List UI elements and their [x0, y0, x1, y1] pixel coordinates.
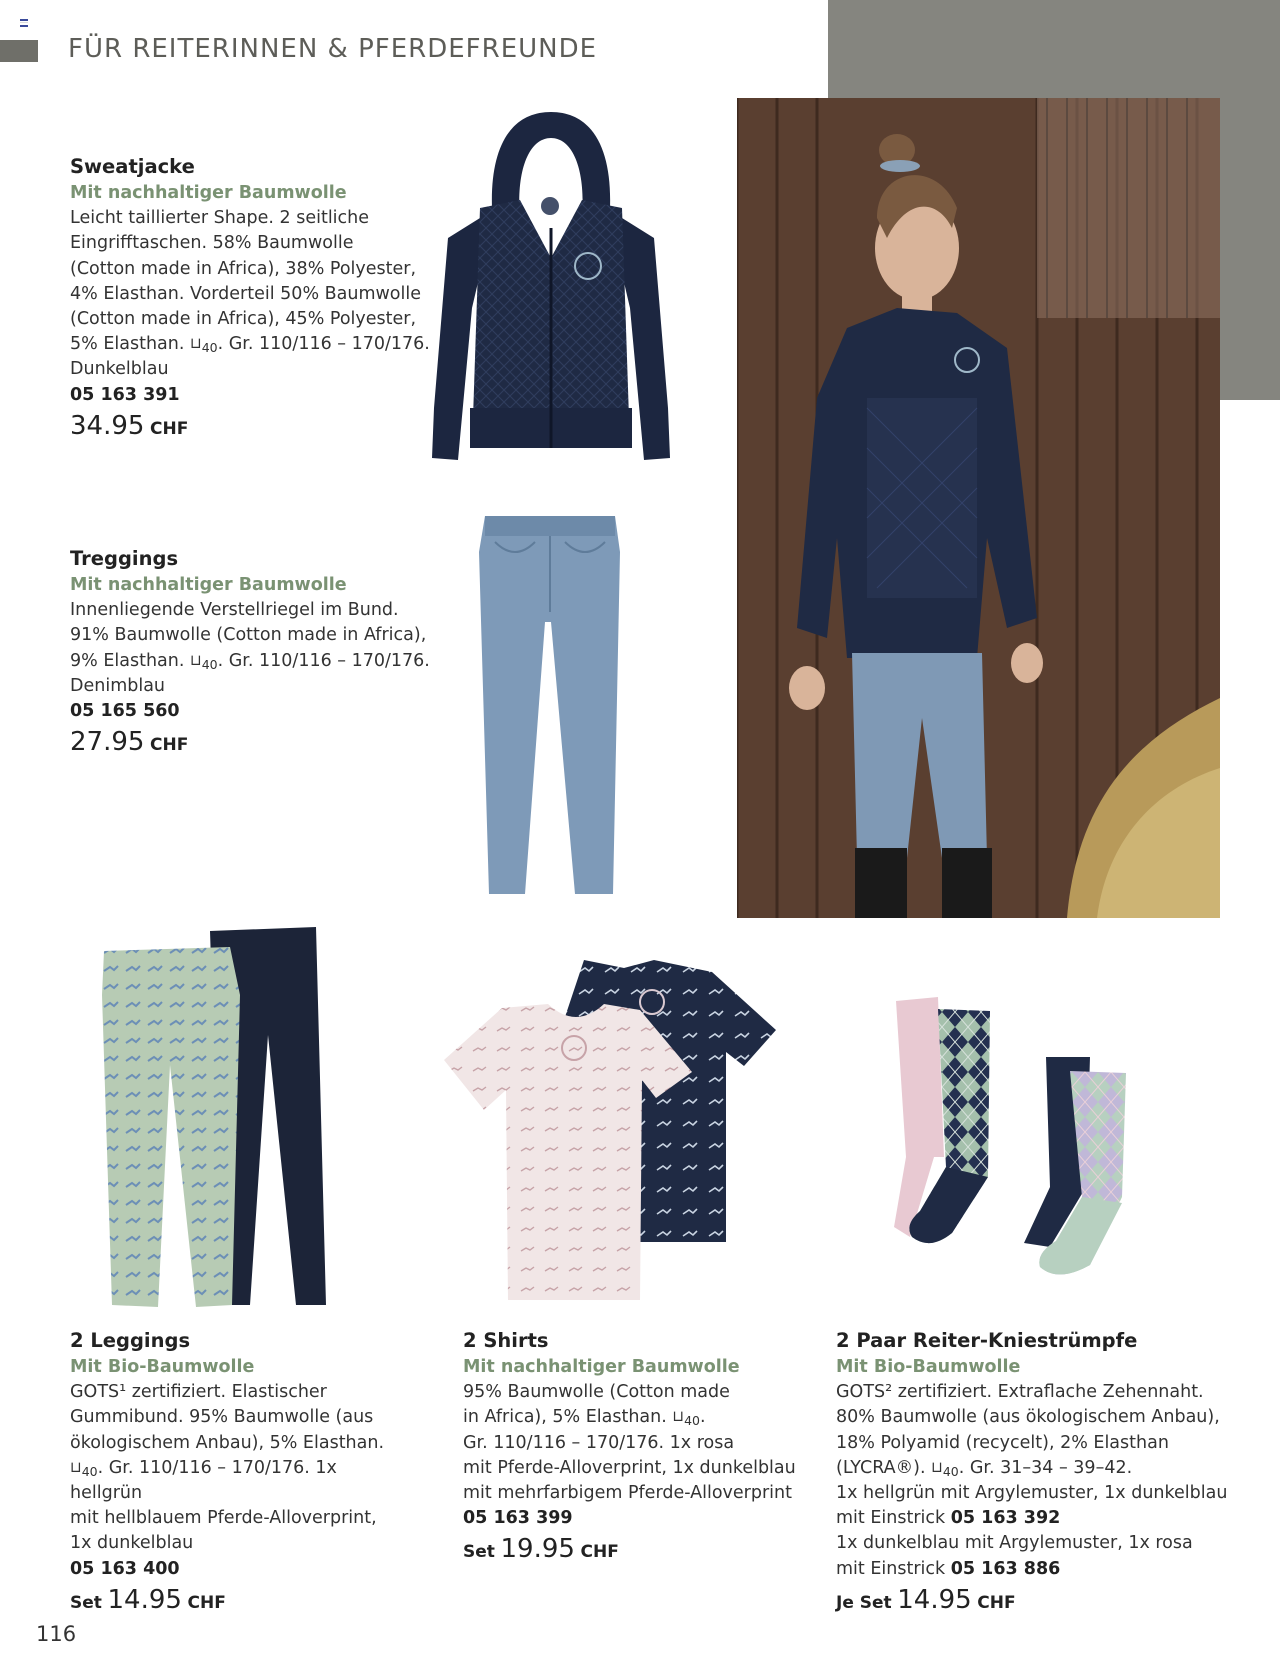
- shirts-image: [444, 960, 778, 1300]
- wash-40-icon: $⊔_{40}$: [190, 334, 218, 356]
- product-subtitle: Mit Bio-Baumwolle: [836, 1357, 1021, 1377]
- article-number: 05 163 391: [70, 384, 180, 405]
- desc-line: 1x dunkelblau: [70, 1533, 194, 1554]
- desc-line: mit mehrfarbigem Pferde-Alloverprint: [463, 1483, 792, 1504]
- treggings-image: [475, 512, 625, 894]
- price: 27.95 CHF: [70, 727, 189, 758]
- desc-line: Gummibund. 95% Baumwolle (aus: [70, 1407, 374, 1428]
- product-subtitle: Mit nachhaltiger Baumwolle: [70, 575, 347, 595]
- product-subtitle: Mit nachhaltiger Baumwolle: [70, 183, 347, 203]
- product-shirts: [463, 1327, 803, 1566]
- header-accent-bar: [0, 40, 38, 62]
- desc-line: mit Einstrick 05 163 886: [836, 1558, 1061, 1579]
- article-number: 05 165 560: [70, 701, 180, 722]
- product-title: 2 Paar Reiter-Kniestrümpfe: [836, 1329, 1138, 1352]
- desc-line: (LYCRA®). $⊔_{40}$. Gr. 31–34 – 39–42.: [836, 1457, 1133, 1479]
- desc-line: $⊔_{40}$. Gr. 110/116 – 170/176. 1x hellgrün: [70, 1457, 337, 1504]
- product-socks: [836, 1327, 1236, 1616]
- desc-line: Eingrifftaschen. 58% Baumwolle: [70, 233, 354, 254]
- product-title: 2 Shirts: [463, 1329, 549, 1352]
- desc-line: Dunkelblau: [70, 359, 169, 380]
- desc-line: mit Pferde-Alloverprint, 1x dunkelblau: [463, 1457, 796, 1478]
- desc-line: 1x dunkelblau mit Argylemuster, 1x rosa: [836, 1533, 1193, 1554]
- price: Set 19.95 CHF: [463, 1534, 619, 1565]
- product-treggings: [70, 545, 430, 758]
- sweatjacke-image: [420, 108, 682, 468]
- product-subtitle: Mit Bio-Baumwolle: [70, 1357, 255, 1377]
- product-title: 2 Leggings: [70, 1329, 191, 1352]
- desc-line: ökologischem Anbau), 5% Elasthan.: [70, 1432, 385, 1453]
- page-title: FÜR REITERINNEN & PFERDEFREUNDE: [68, 34, 598, 64]
- page-number: 116: [36, 1622, 77, 1646]
- desc-line: Leicht taillierter Shape. 2 seitliche: [70, 208, 370, 229]
- desc-line: GOTS¹ zertifiziert. Elastischer: [70, 1382, 327, 1403]
- product-description: [463, 1380, 803, 1506]
- leggings-image: [100, 925, 336, 1309]
- wash-40-icon: $⊔_{40}$: [190, 650, 218, 672]
- desc-line: mit Einstrick 05 163 392: [836, 1508, 1061, 1529]
- product-leggings: [70, 1327, 410, 1616]
- product-subtitle: Mit nachhaltiger Baumwolle: [463, 1357, 740, 1377]
- desc-line: 4% Elasthan. Vorderteil 50% Baumwolle: [70, 283, 422, 304]
- price: Set 14.95 CHF: [70, 1584, 226, 1615]
- product-title: Sweatjacke: [70, 155, 195, 178]
- article-number: 05 163 399: [463, 1508, 573, 1529]
- desc-line: 9% Elasthan. $⊔_{40}$. Gr. 110/116 – 170/176.: [70, 650, 430, 672]
- desc-line: in Africa), 5% Elasthan. $⊔_{40}$.: [463, 1407, 706, 1429]
- lifestyle-photo: [737, 98, 1220, 918]
- desc-line: 80% Baumwolle (aus ökologischem Anbau),: [836, 1407, 1220, 1428]
- desc-line: (Cotton made in Africa), 38% Polyester,: [70, 258, 417, 279]
- product-title: Treggings: [70, 547, 179, 570]
- desc-line: 91% Baumwolle (Cotton made in Africa),: [70, 625, 427, 646]
- product-description: [70, 206, 430, 382]
- product-description: [70, 1380, 410, 1556]
- wash-40-icon: $⊔_{40}$: [931, 1457, 959, 1479]
- product-description: [70, 598, 430, 699]
- product-description: [836, 1380, 1236, 1582]
- desc-line: 1x hellgrün mit Argylemuster, 1x dunkelblau: [836, 1483, 1228, 1504]
- corner-mark: [20, 19, 28, 27]
- desc-line: 5% Elasthan. $⊔_{40}$. Gr. 110/116 – 170/176.: [70, 334, 430, 356]
- desc-line: Denimblau: [70, 675, 166, 696]
- desc-line: 18% Polyamid (recycelt), 2% Elasthan: [836, 1432, 1169, 1453]
- desc-line: GOTS² zertifiziert. Extraflache Zehennaht.: [836, 1382, 1204, 1403]
- article-number: 05 163 886: [950, 1558, 1061, 1579]
- desc-line: (Cotton made in Africa), 45% Polyester,: [70, 309, 417, 330]
- article-number: 05 163 400: [70, 1558, 180, 1579]
- product-sweatjacke: [70, 153, 430, 442]
- desc-line: Gr. 110/116 – 170/176. 1x rosa: [463, 1432, 735, 1453]
- desc-line: Innenliegende Verstellriegel im Bund.: [70, 600, 399, 621]
- socks-image: [890, 997, 1144, 1281]
- wash-40-icon: $⊔_{40}$: [672, 1407, 700, 1429]
- article-number: 05 163 392: [950, 1508, 1061, 1529]
- price: 34.95 CHF: [70, 410, 189, 441]
- desc-line: 95% Baumwolle (Cotton made: [463, 1382, 730, 1403]
- price: Je Set 14.95 CHF: [836, 1584, 1016, 1615]
- desc-line: mit hellblauem Pferde-Alloverprint,: [70, 1508, 377, 1529]
- wash-40-icon: $⊔_{40}$: [70, 1457, 98, 1479]
